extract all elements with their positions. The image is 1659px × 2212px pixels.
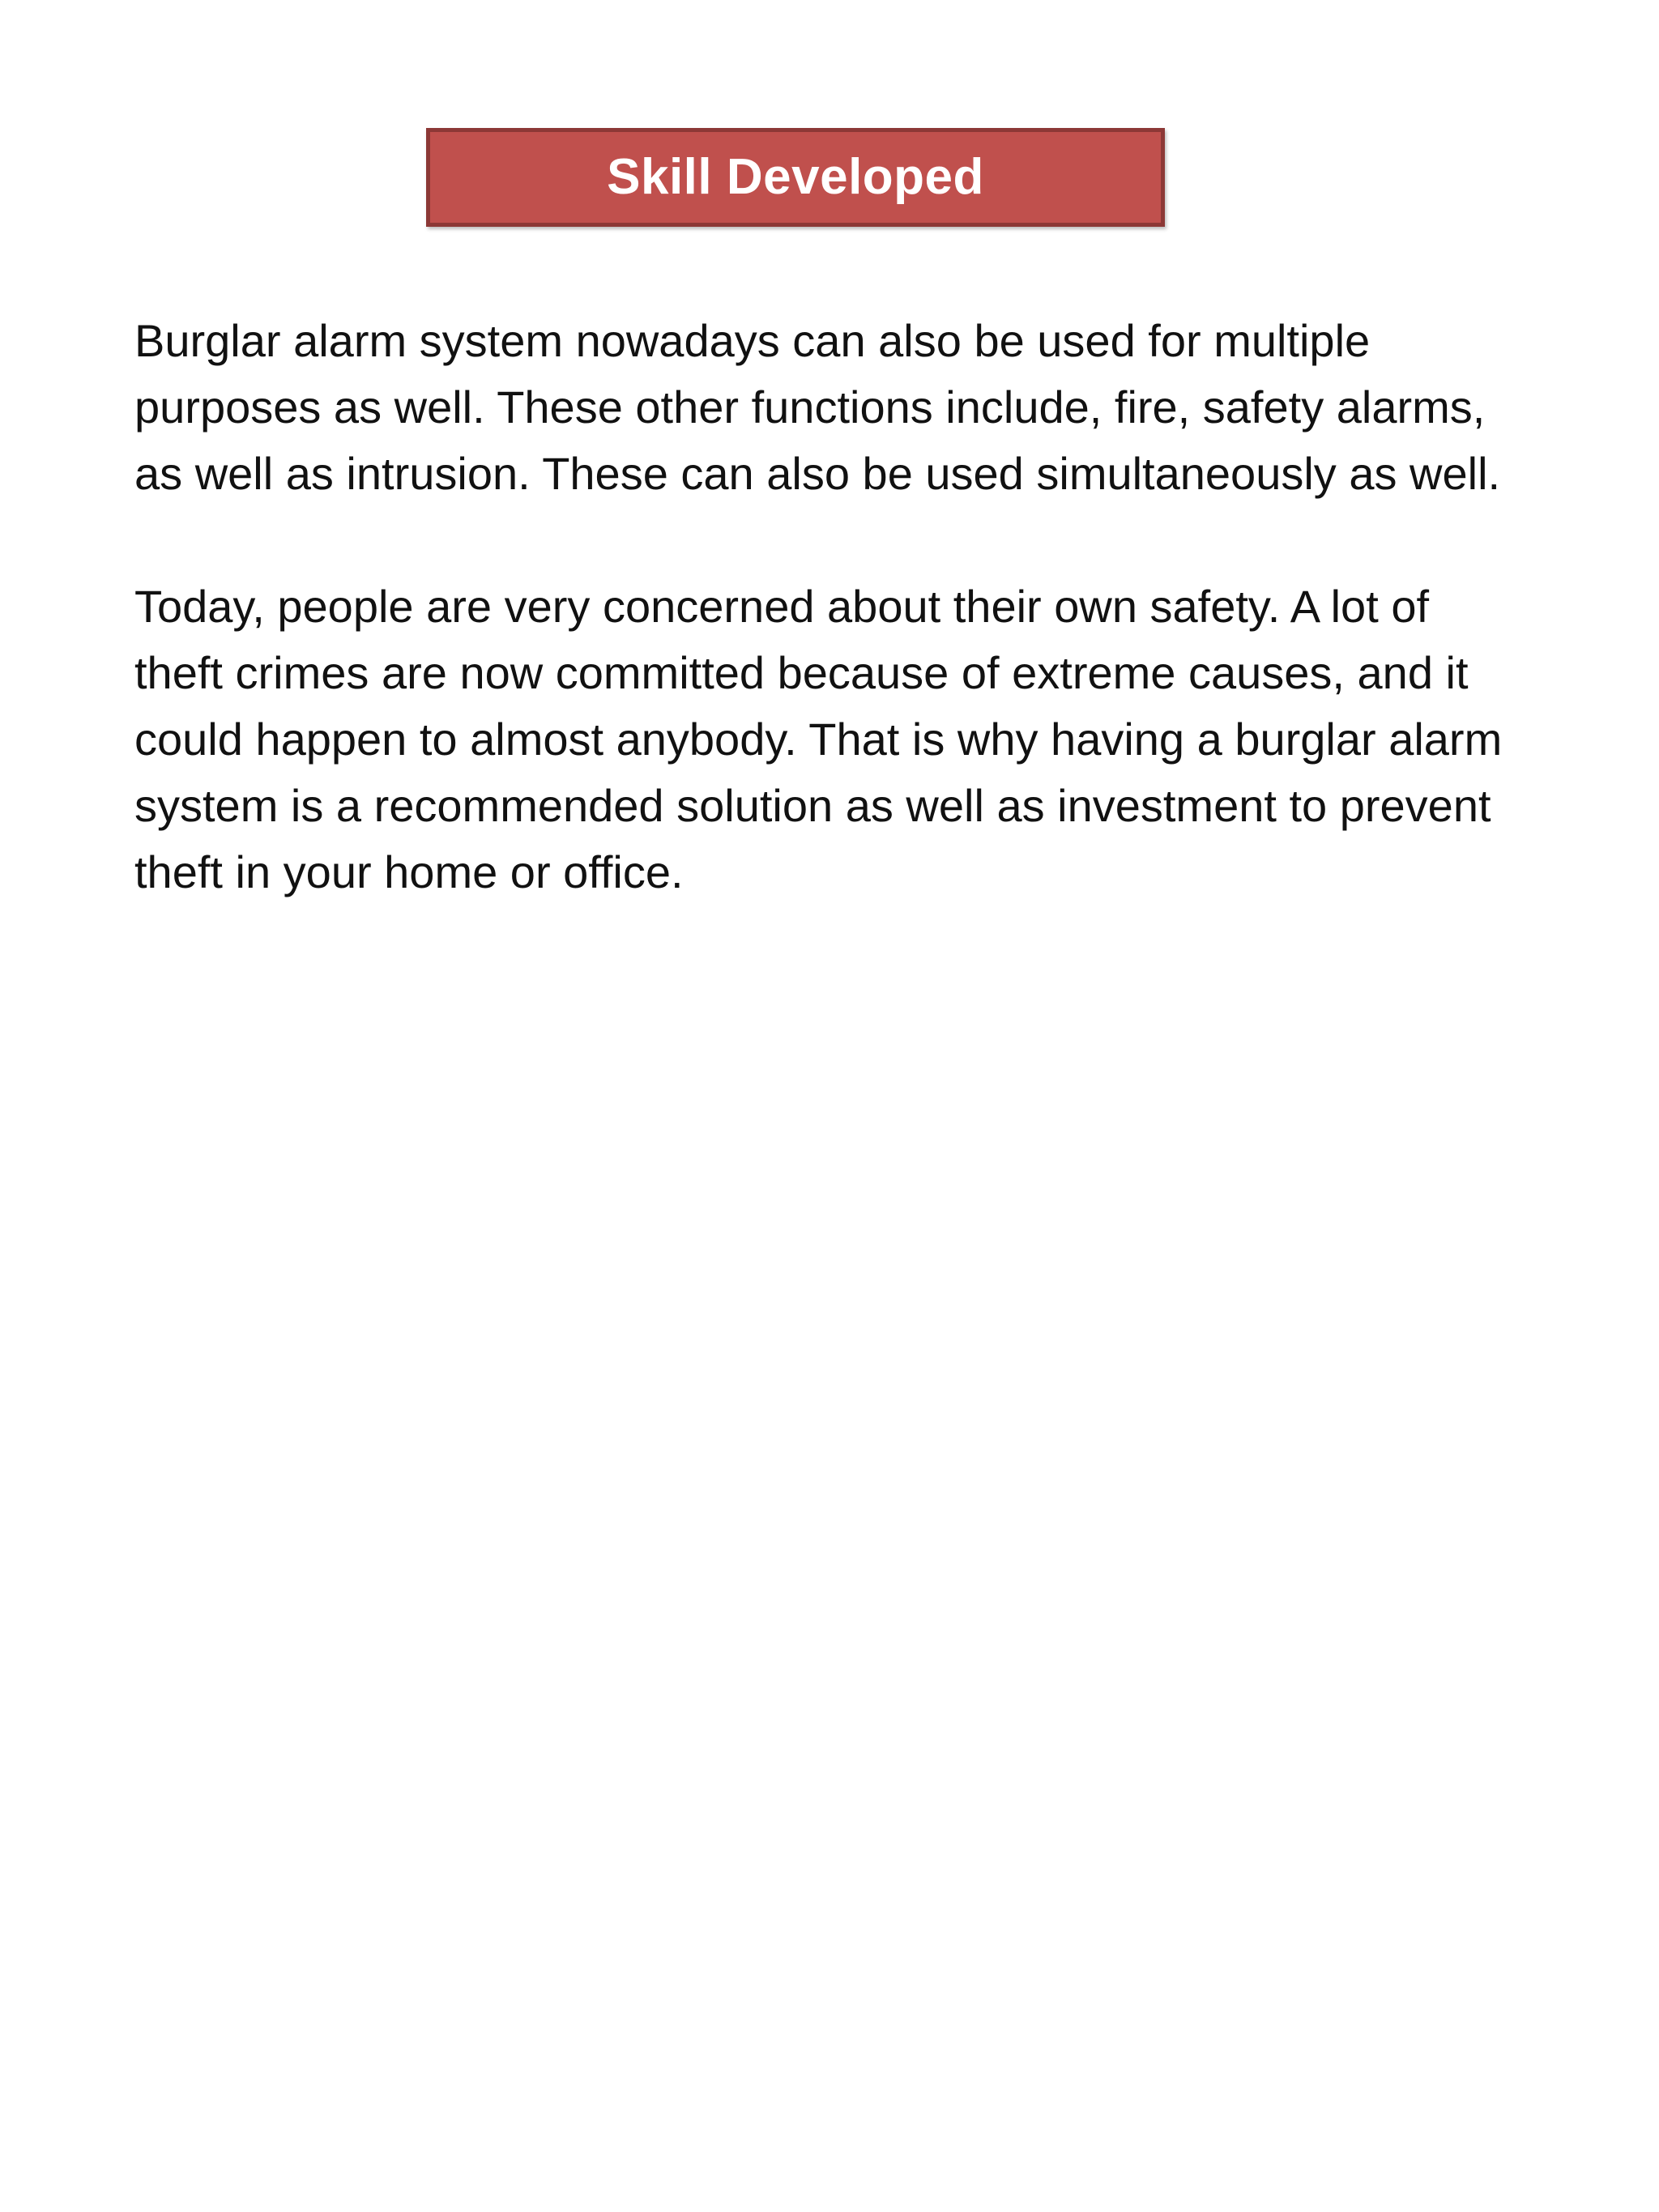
body-text bbox=[134, 308, 1528, 906]
paragraph-2: Today, people are very concerned about their own safety. A lot of theft crimes are now committed because of extreme causes, and it could happen to almost anybody. That is why having a burglar alarm system is a recommended solution as well as investment to prevent theft in your home or office. bbox=[134, 581, 1503, 897]
paragraph-1: Burglar alarm system nowadays can also be used for multiple purposes as well. These other functions include, fire, safety alarms, as well as intrusion. These can also be used simultaneously as well. bbox=[134, 315, 1501, 499]
title-banner bbox=[426, 128, 1165, 227]
slide-title: Skill Developed bbox=[607, 149, 984, 205]
